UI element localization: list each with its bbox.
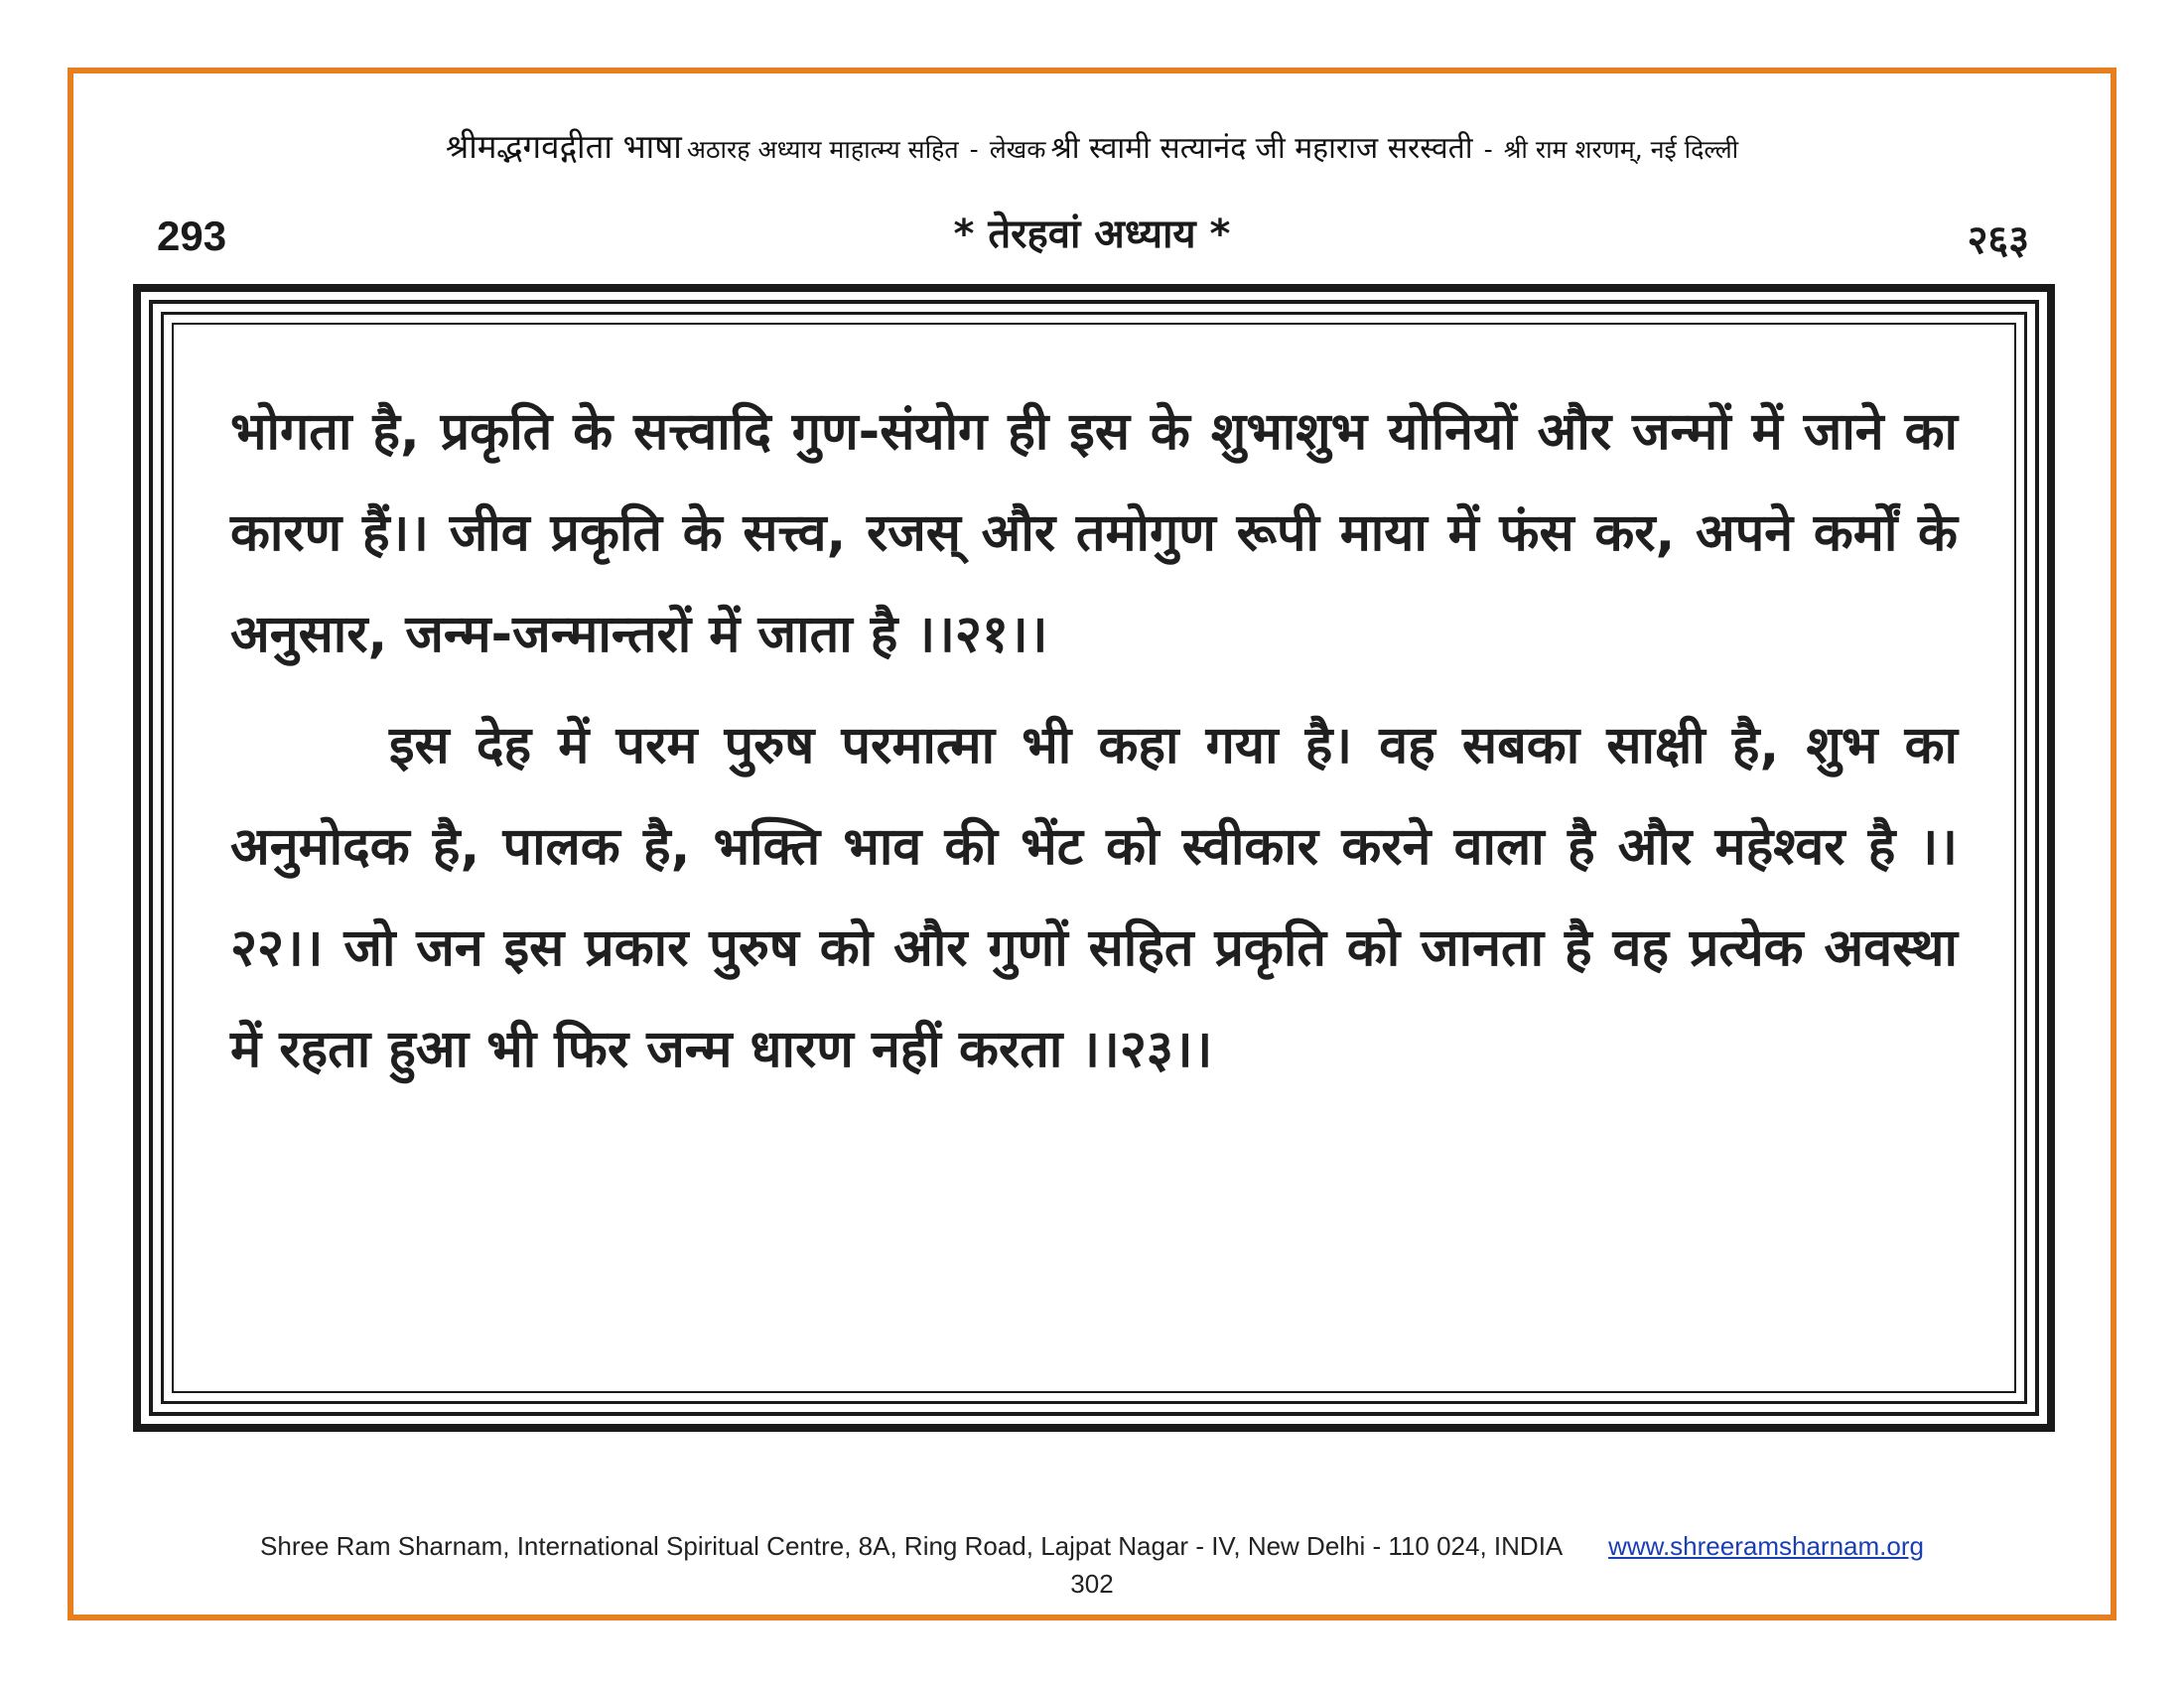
- verse-paragraph-2: इस देह में परम पुरुष परमात्मा भी कहा गया है। वह सबका साक्षी है, शुभ का अनुमोदक है, पालक है, भक्ति भाव की भेंट को स्वीकार करने वाला है और महेश्वर है ।।२२।। जो जन इस प्रकार पुरुष को और गुणों सहित प्रकृति को जानता है वह प्रत्येक अवस्था में रहता हुआ भी फिर जन्म धारण नहीं करता ।।२३।।: [230, 716, 1958, 1079]
- website-link[interactable]: www.shreeramsharnam.org: [1608, 1531, 1924, 1561]
- verse-body: [230, 381, 1958, 1100]
- footer-page-number: 302: [1070, 1569, 1114, 1599]
- page-header: [73, 123, 2111, 168]
- verse-paragraph-1: भोगता है, प्रकृति के सत्त्वादि गुण-संयोग ही इस के शुभाशुभ योनियों और जन्मों में जाने का कारण हैं।। जीव प्रकृति के सत्त्व, रजस् और तमोगुण रूपी माया में फंस कर, अपने कर्मों के अनुसार, जन्म-जन्मान्तरों में जाता है ।।२१।।: [230, 402, 1958, 664]
- book-title: श्रीमद्भगवद्गीता भाषा: [445, 127, 682, 166]
- page-number-right: २६३: [1967, 217, 2029, 263]
- book-subtitle: अठारह अध्याय माहात्म्य सहित: [686, 135, 959, 164]
- verse-text-box: [133, 284, 2055, 1432]
- header-separator: -: [969, 135, 979, 164]
- chapter-title: * तेरहवां अध्याय *: [953, 211, 1231, 257]
- footer-address: Shree Ram Sharnam, International Spiritual Centre, 8A, Ring Road, Lajpat Nagar - IV, New Delhi - 110 024, INDIA: [260, 1531, 1562, 1561]
- author-label: लेखक: [989, 135, 1046, 164]
- page-frame: [68, 68, 2116, 1620]
- page-number-left: 293: [157, 212, 227, 259]
- publisher-name: श्री राम शरणम्, नई दिल्ली: [1503, 135, 1739, 164]
- page-footer: [73, 1531, 2111, 1562]
- author-name: श्री स्वामी सत्यानंद जी महाराज सरस्वती: [1050, 131, 1473, 166]
- header-separator-2: -: [1483, 135, 1493, 164]
